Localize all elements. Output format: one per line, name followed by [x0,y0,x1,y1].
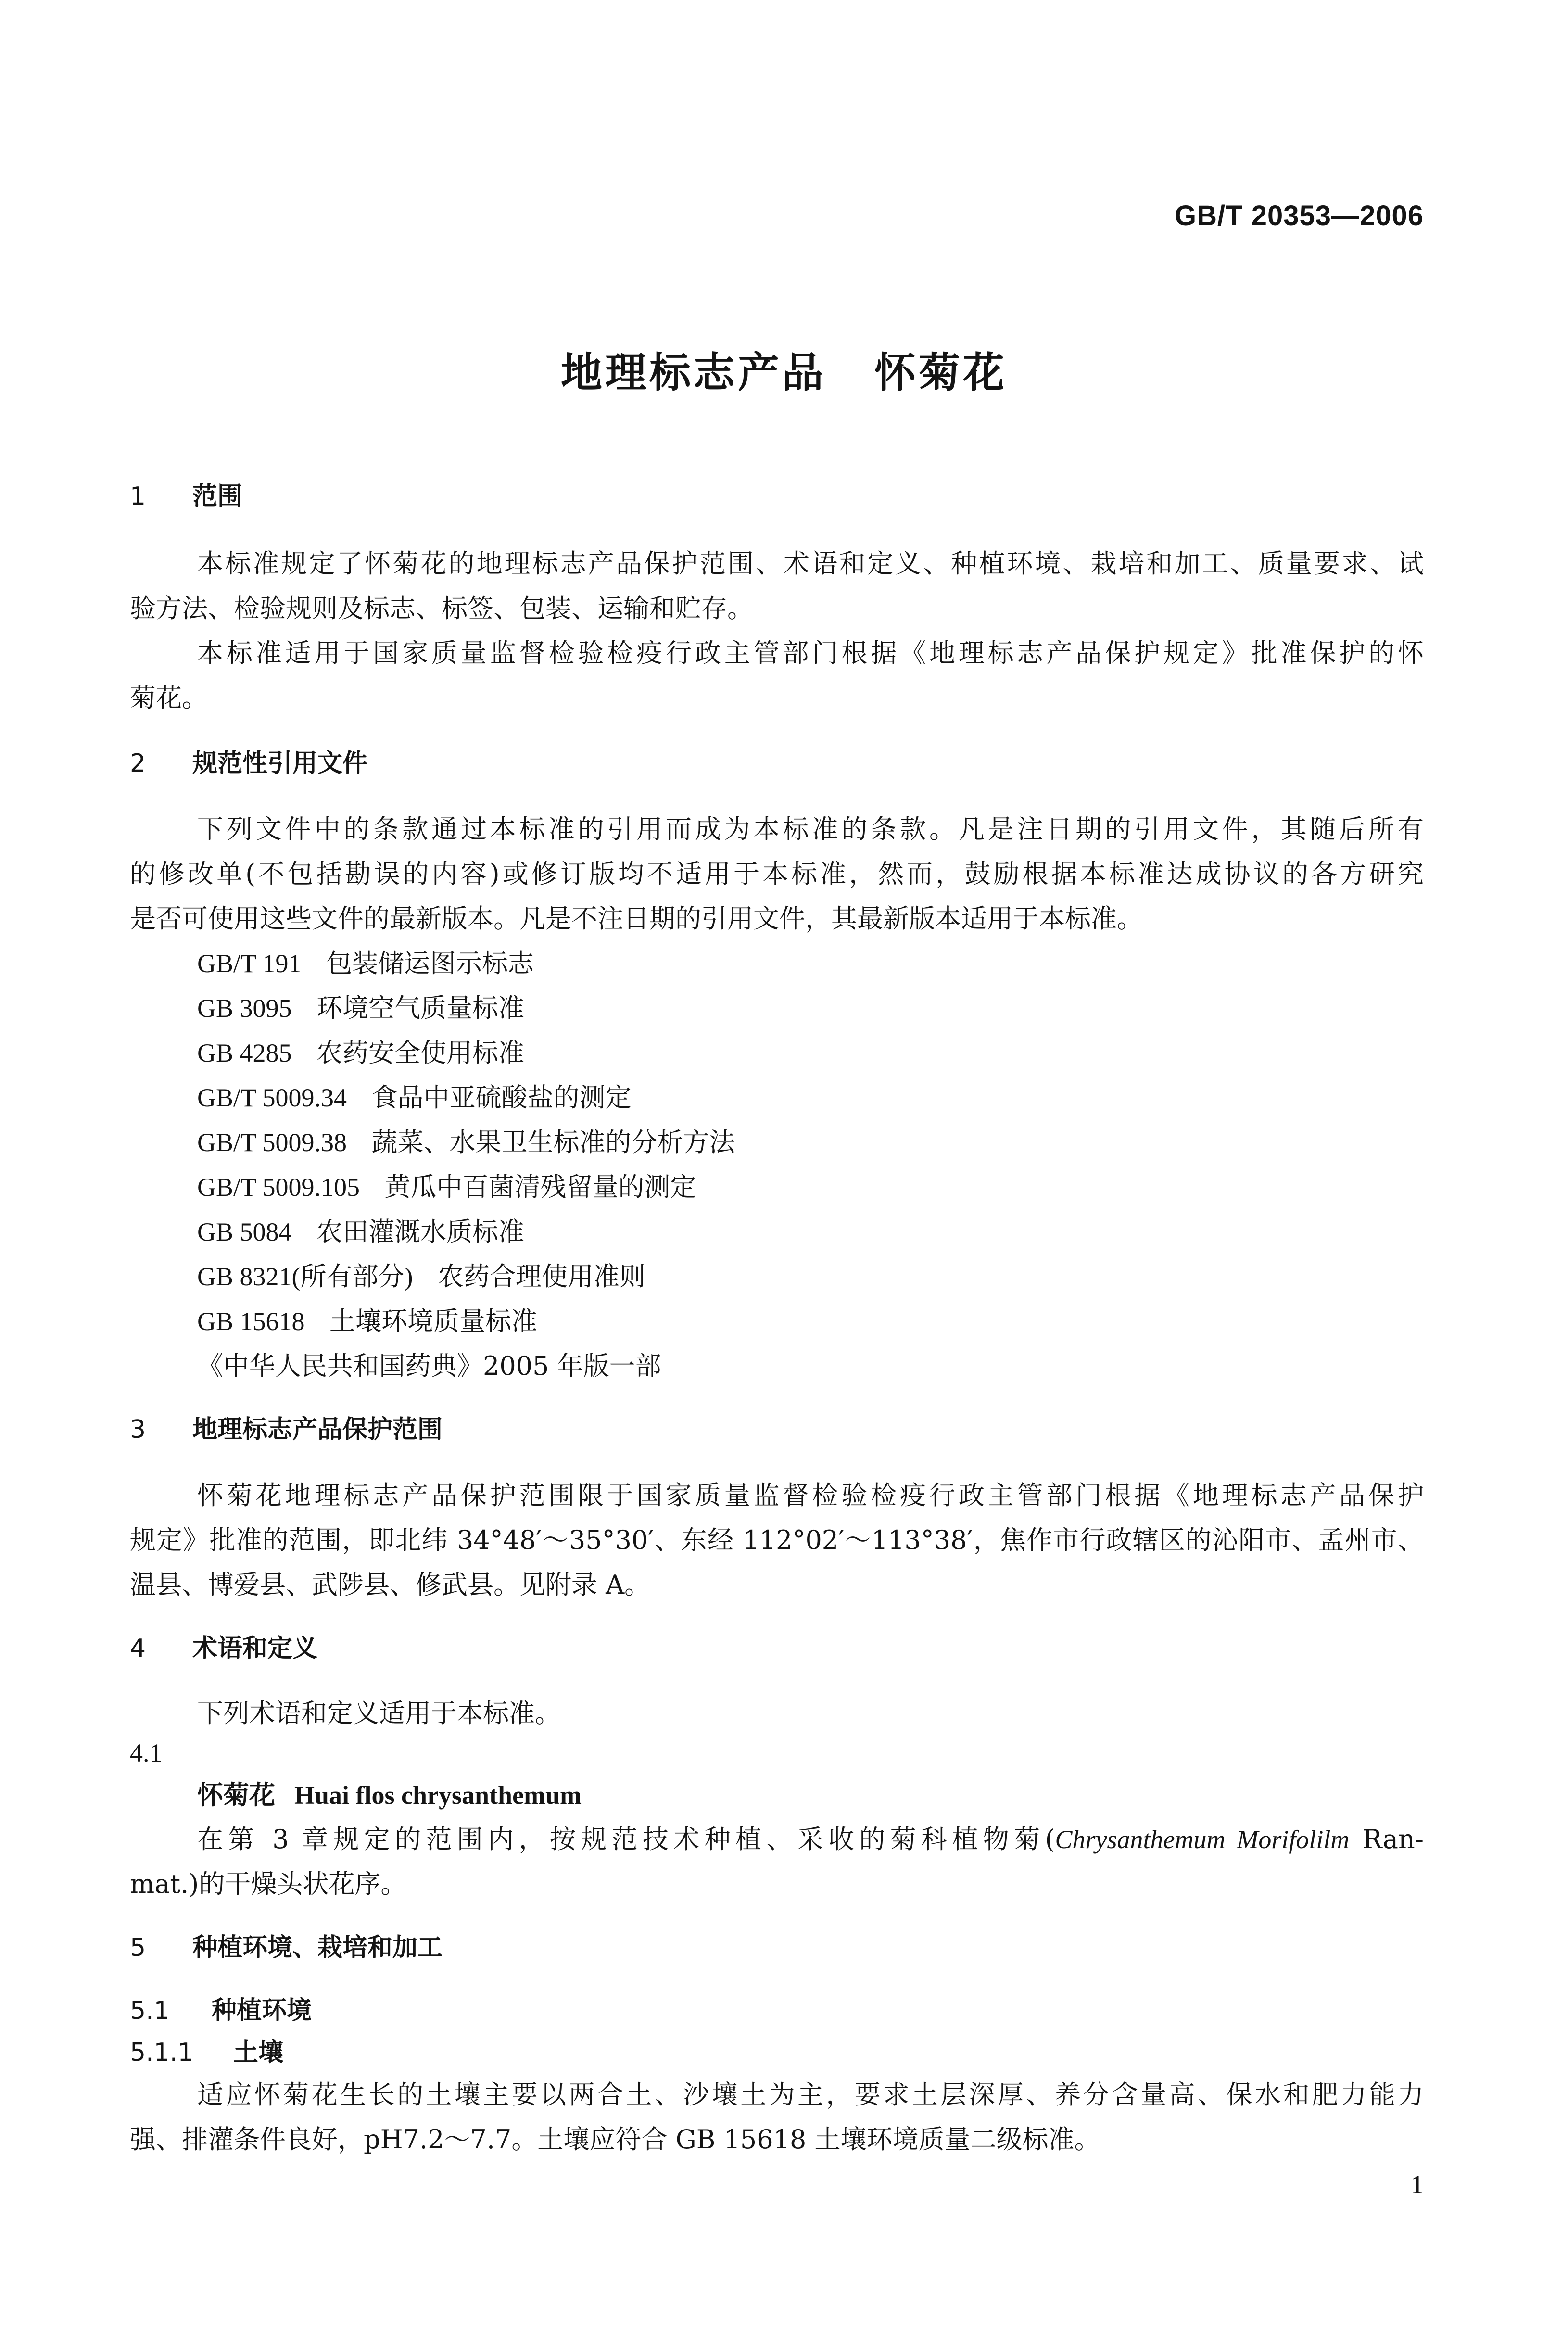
s1-paragraph-1-line-2: 验方法、检验规则及标志、标签、包装、运输和贮存。 [130,593,753,623]
s2-paragraph-line-2: 的修改单(不包括勘误的内容)或修订版均不适用于本标准，然而，鼓励根据本标准达成协议的各方研究 [130,859,1424,889]
document-title [0,339,1568,399]
reference-item: GB 3095 环境空气质量标准 [197,993,525,1023]
reference-item: GB/T 191 包装储运图示标志 [197,948,534,978]
reference-item: GB 15618 土壤环境质量标准 [197,1306,538,1336]
term-entry: 怀菊花 Huai flos chrysanthemum [197,1780,582,1810]
s3-line-1: 怀菊花地理标志产品保护范围限于国家质量监督检验检疫行政主管部门根据《地理标志产品保护 [197,1480,1424,1510]
s2-paragraph-line-1: 下列文件中的条款通过本标准的引用而成为本标准的条款。凡是注日期的引用文件，其随后所有 [197,814,1424,844]
reference-item: GB/T 5009.34 食品中亚硫酸盐的测定 [197,1082,632,1113]
reference-pharmacopoeia: 《中华人民共和国药典》2005 年版一部 [197,1351,661,1381]
s1-paragraph-2-line-1: 本标准适用于国家质量监督检验检疫行政主管部门根据《地理标志产品保护规定》批准保护的怀 [197,638,1424,668]
s1-paragraph-2-line-2: 菊花。 [130,683,208,713]
term-definition-line-2: mat.)的干燥头状花序。 [130,1869,407,1899]
s3-line-2: 规定》批准的范围，即北纬 34°48′～35°30′、东经 112°02′～113°38′，焦作市行政辖区的沁阳市、孟州市、 [130,1525,1424,1555]
s511-line-2: 强、排灌条件良好，pH7.2～7.7。土壤应符合 GB 15618 土壤环境质量二级标准。 [130,2124,1100,2155]
section-5-heading: 5 种植环境、栽培和加工 [130,1933,443,1962]
s2-paragraph-line-3: 是否可使用这些文件的最新版本。凡是不注日期的引用文件，其最新版本适用于本标准。 [130,903,1143,934]
s1-paragraph-1-line-1: 本标准规定了怀菊花的地理标志产品保护范围、术语和定义、种植环境、栽培和加工、质量要求、试 [197,548,1424,579]
page-number: 1 [1411,2170,1424,2199]
subclause-4-1-number: 4.1 [130,1738,163,1767]
reference-item: GB 4285 农药安全使用标准 [197,1038,525,1068]
term-definition-line-1: 在第 3 章规定的范围内，按规范技术种植、采收的菊科植物菊(Chrysanthemum Morifolilm Ran- [197,1824,1424,1854]
reference-item: GB/T 5009.105 黄瓜中百菌清残留量的测定 [197,1172,696,1202]
reference-item: GB/T 5009.38 蔬菜、水果卫生标准的分析方法 [197,1127,735,1157]
title-part2: 怀菊花 [874,349,1007,397]
reference-item: GB 5084 农田灌溉水质标准 [197,1217,525,1247]
s3-line-3: 温县、博爱县、武陟县、修武县。见附录 A。 [130,1570,651,1600]
reference-item: GB 8321(所有部分) 农药合理使用准则 [197,1261,645,1292]
section-1-heading: 1 范围 [130,482,243,511]
section-2-heading: 2 规范性引用文件 [130,749,368,778]
section-3-heading: 3 地理标志产品保护范围 [130,1415,443,1444]
standard-number: GB/T 20353—2006 [1175,200,1424,231]
s4-intro: 下列术语和定义适用于本标准。 [197,1698,561,1728]
subclause-5-1-1-heading: 5.1.1 土壤 [130,2038,284,2067]
title-part1: 地理标志产品 [561,349,826,397]
section-4-heading: 4 术语和定义 [130,1634,318,1663]
s511-line-1: 适应怀菊花生长的土壤主要以两合土、沙壤土为主，要求土层深厚、养分含量高、保水和肥力能力 [197,2080,1424,2110]
subclause-5-1-heading: 5.1 种植环境 [130,1996,312,2025]
